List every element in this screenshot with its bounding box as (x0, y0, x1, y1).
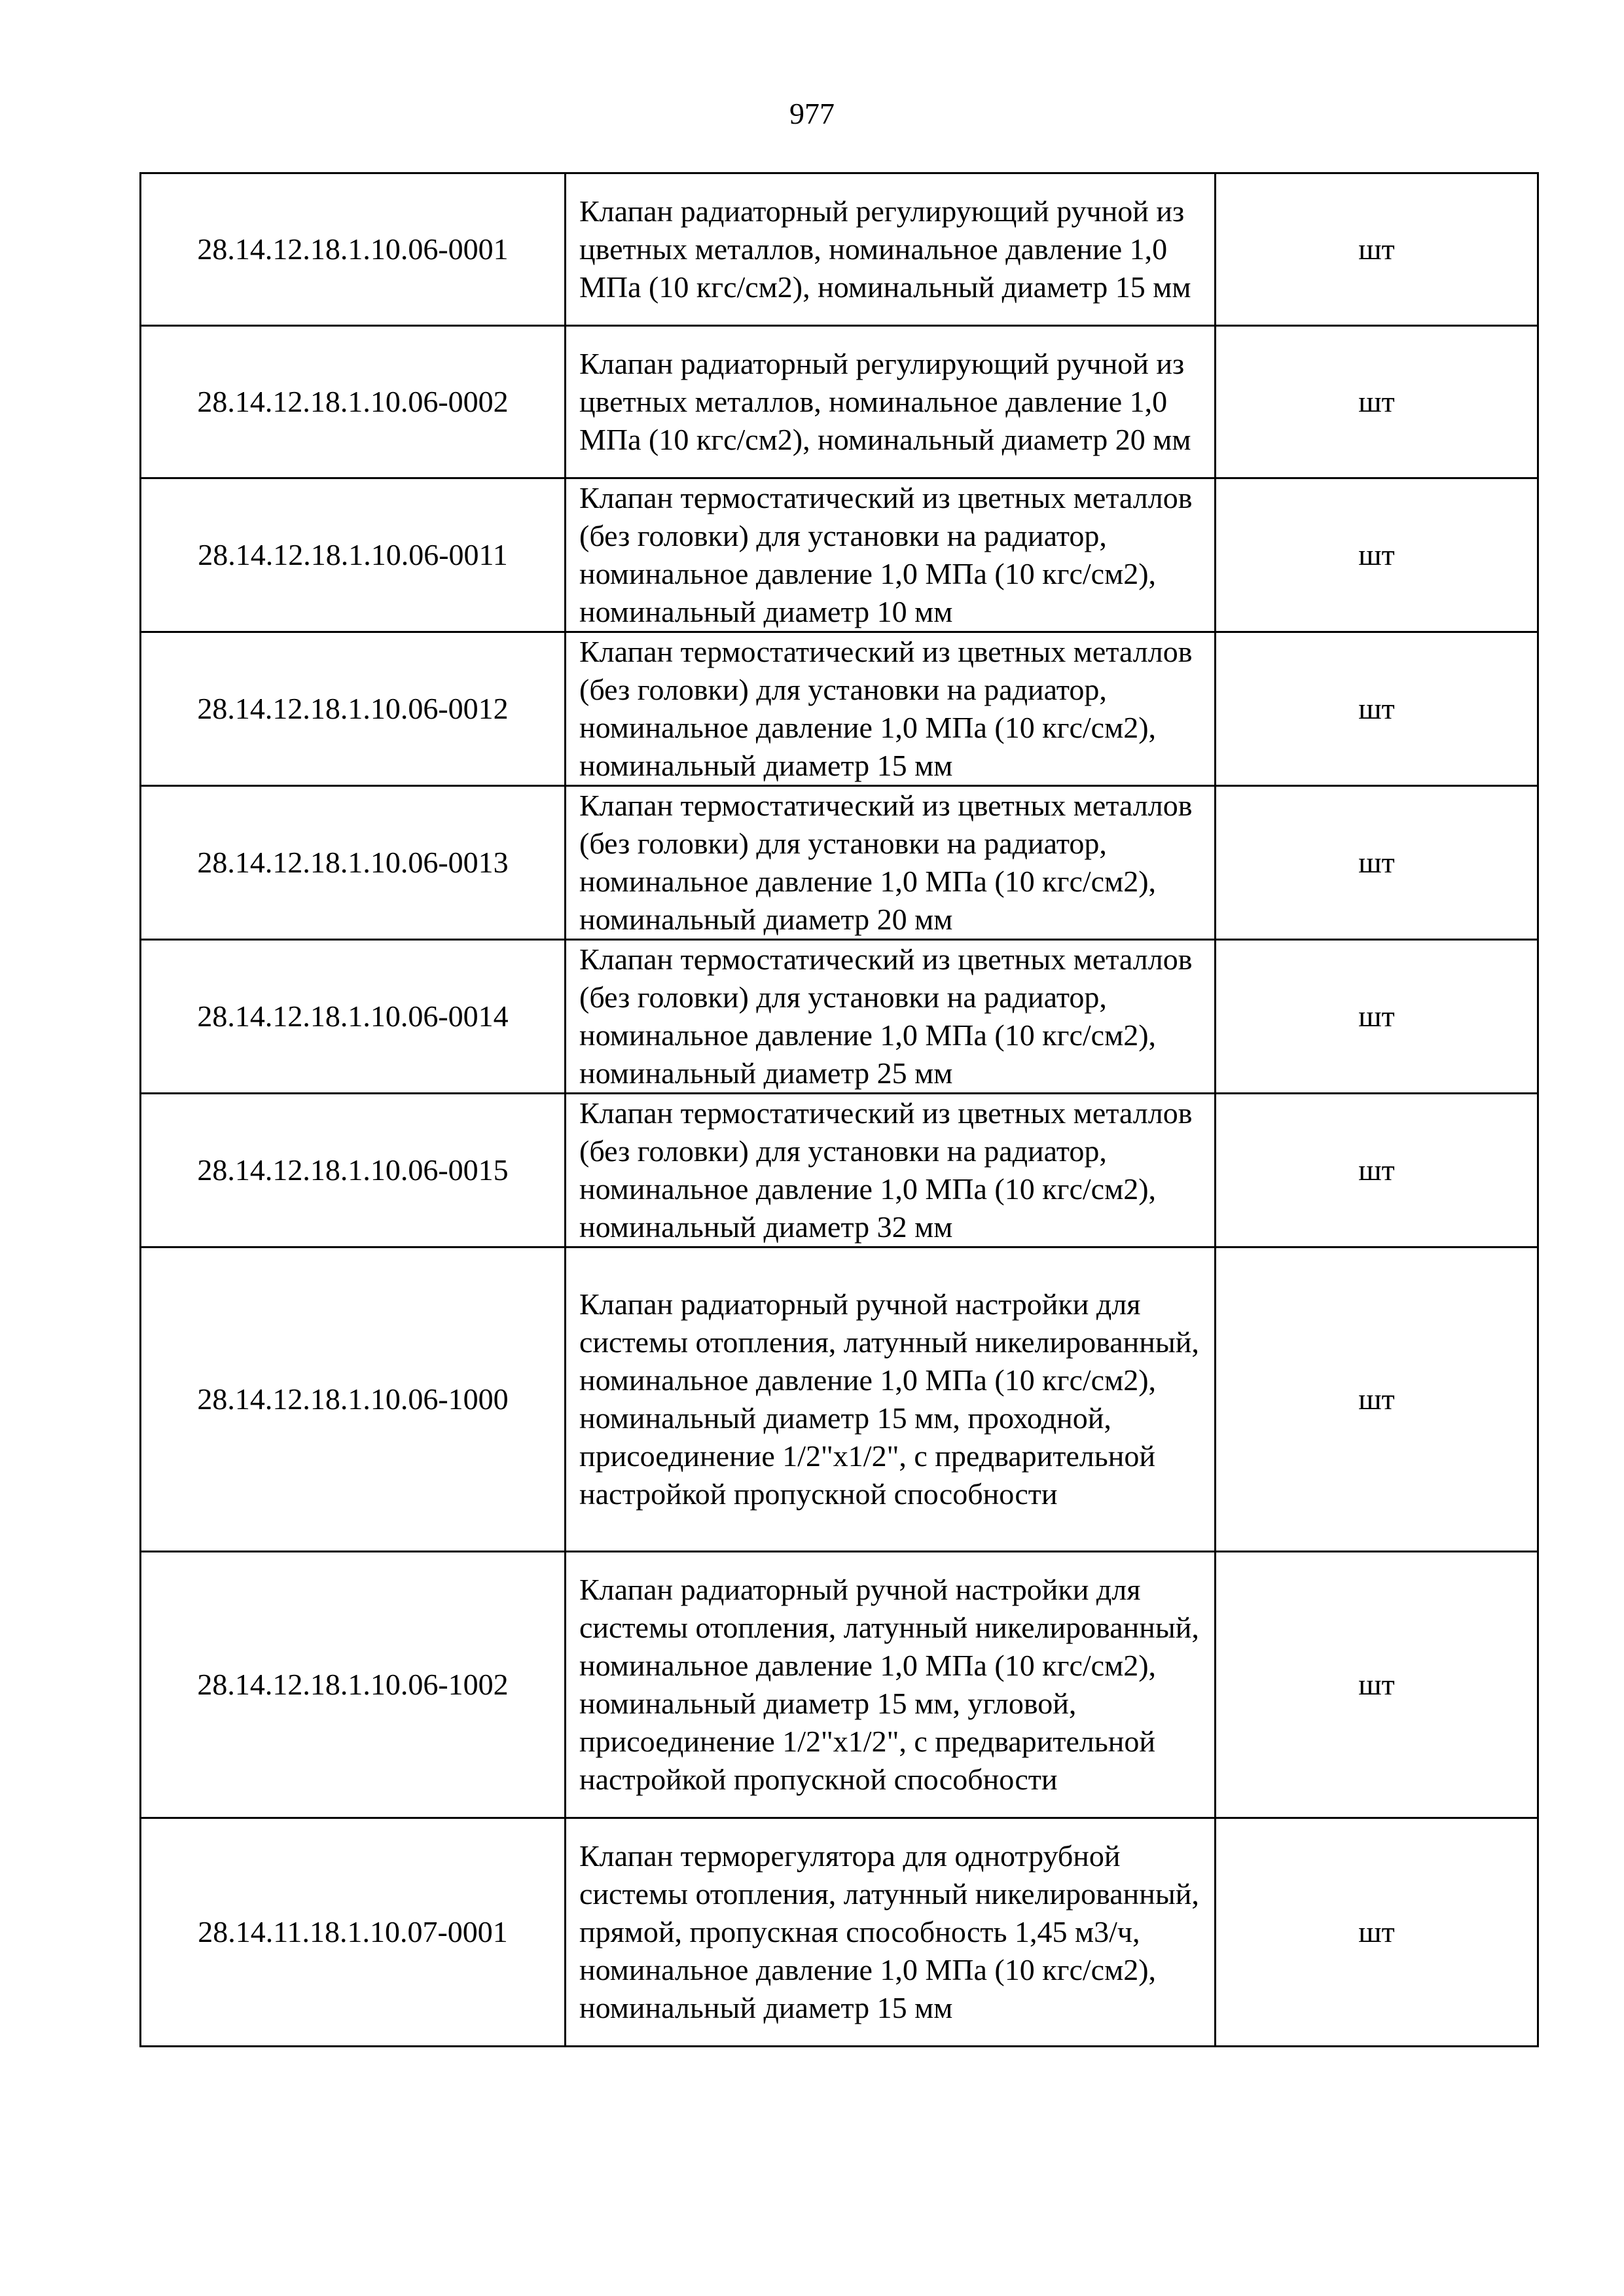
item-code: 28.14.12.18.1.10.06-0001 (141, 173, 566, 326)
item-description: Клапан термостатический из цветных металлов (без головки) для установки на радиатор, номинальное давление 1,0 МПа (10 кгс/см2), номинальный диаметр 25 мм (566, 940, 1216, 1094)
table-row (141, 478, 1538, 632)
item-description: Клапан термостатический из цветных металлов (без головки) для установки на радиатор, номинальное давление 1,0 МПа (10 кгс/см2), номинальный диаметр 10 мм (566, 478, 1216, 632)
page-number: 977 (789, 97, 835, 130)
item-unit: шт (1216, 1247, 1538, 1552)
item-unit: шт (1216, 632, 1538, 786)
item-unit: шт (1216, 478, 1538, 632)
item-code: 28.14.12.18.1.10.06-1000 (141, 1247, 566, 1552)
item-unit: шт (1216, 1094, 1538, 1247)
table-row (141, 1818, 1538, 2047)
item-code: 28.14.12.18.1.10.06-0013 (141, 786, 566, 940)
item-description: Клапан радиаторный ручной настройки для системы отопления, латунный никелированный, номинальное давление 1,0 МПа (10 кгс/см2), номинальный диаметр 15 мм, проходной, присоединение 1/2"х1/2", с предварительной настройкой пропускной способности (566, 1247, 1216, 1552)
item-code: 28.14.11.18.1.10.07-0001 (141, 1818, 566, 2047)
item-description: Клапан терморегулятора для однотрубной системы отопления, латунный никелированный, прямой, пропускная способность 1,45 м3/ч, номинальное давление 1,0 МПа (10 кгс/см2), номинальный диаметр 15 мм (566, 1818, 1216, 2047)
table-row (141, 632, 1538, 786)
item-unit: шт (1216, 786, 1538, 940)
item-description: Клапан радиаторный ручной настройки для системы отопления, латунный никелированный, номинальное давление 1,0 МПа (10 кгс/см2), номинальный диаметр 15 мм, угловой, присоединение 1/2"х1/2", с предварительной настройкой пропускной способности (566, 1552, 1216, 1818)
item-description: Клапан термостатический из цветных металлов (без головки) для установки на радиатор, номинальное давление 1,0 МПа (10 кгс/см2), номинальный диаметр 15 мм (566, 632, 1216, 786)
table-row (141, 1094, 1538, 1247)
item-unit: шт (1216, 326, 1538, 478)
table-row (141, 1552, 1538, 1818)
item-description: Клапан термостатический из цветных металлов (без головки) для установки на радиатор, номинальное давление 1,0 МПа (10 кгс/см2), номинальный диаметр 32 мм (566, 1094, 1216, 1247)
table-row (141, 1247, 1538, 1552)
item-code: 28.14.12.18.1.10.06-0012 (141, 632, 566, 786)
item-unit: шт (1216, 1552, 1538, 1818)
item-description: Клапан термостатический из цветных металлов (без головки) для установки на радиатор, номинальное давление 1,0 МПа (10 кгс/см2), номинальный диаметр 20 мм (566, 786, 1216, 940)
table-row (141, 326, 1538, 478)
item-unit: шт (1216, 173, 1538, 326)
item-code: 28.14.12.18.1.10.06-0014 (141, 940, 566, 1094)
item-unit: шт (1216, 940, 1538, 1094)
item-description: Клапан радиаторный регулирующий ручной из цветных металлов, номинальное давление 1,0 МПа (10 кгс/см2), номинальный диаметр 20 мм (566, 326, 1216, 478)
materials-table (139, 172, 1539, 2047)
item-code: 28.14.12.18.1.10.06-0011 (141, 478, 566, 632)
item-unit: шт (1216, 1818, 1538, 2047)
item-code: 28.14.12.18.1.10.06-0015 (141, 1094, 566, 1247)
item-code: 28.14.12.18.1.10.06-1002 (141, 1552, 566, 1818)
table-row (141, 173, 1538, 326)
item-code: 28.14.12.18.1.10.06-0002 (141, 326, 566, 478)
table-row (141, 786, 1538, 940)
table-row (141, 940, 1538, 1094)
item-description: Клапан радиаторный регулирующий ручной из цветных металлов, номинальное давление 1,0 МПа (10 кгс/см2), номинальный диаметр 15 мм (566, 173, 1216, 326)
